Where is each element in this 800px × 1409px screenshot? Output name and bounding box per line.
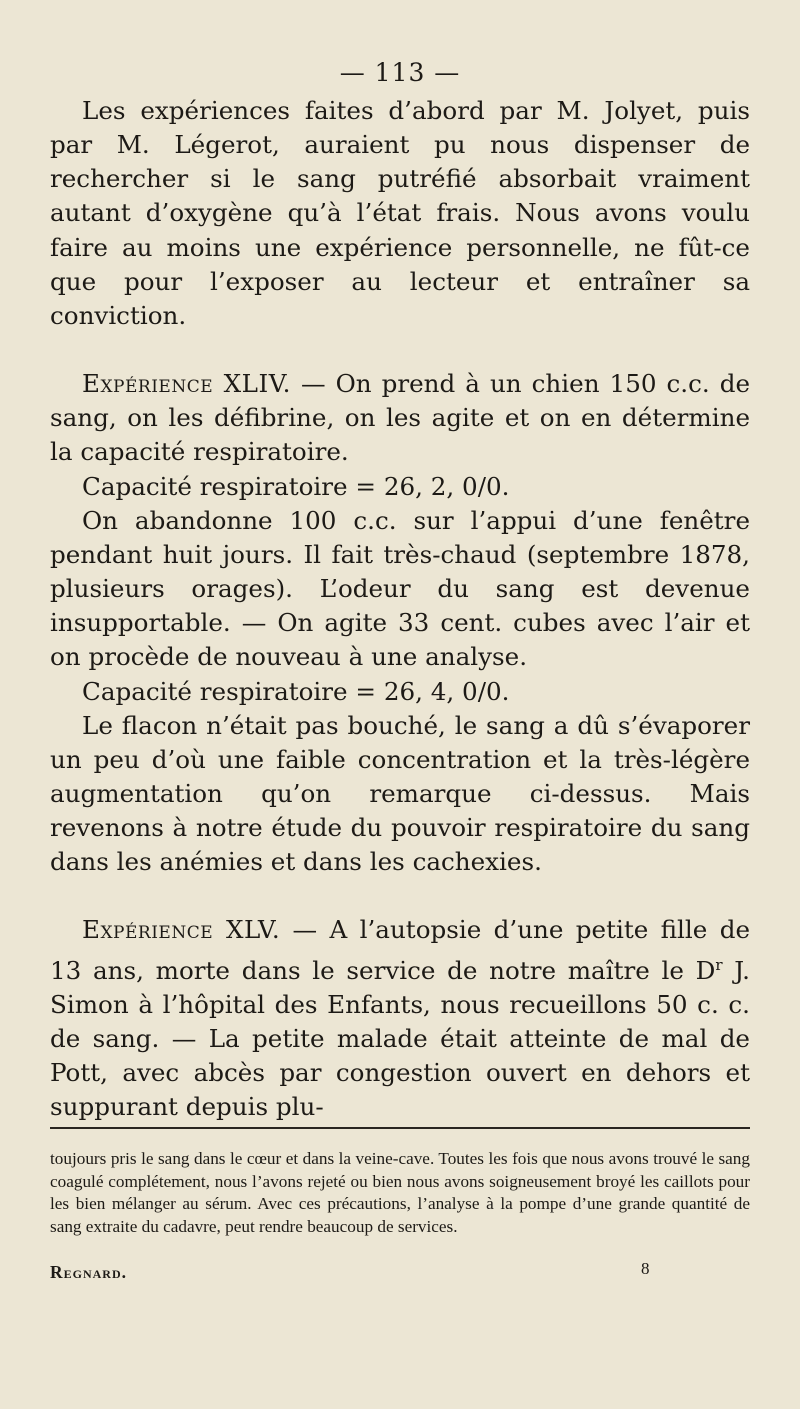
capacity-result-1: Capacité respiratoire = 26, 2, 0/0.	[82, 471, 510, 501]
footnote-text: toujours pris le sang dans le cœur et dans la veine-cave. Toutes les fois que nous avons trouvé le sang coagulé complétement, nous l’avons rejeté ou bien nous avons soigneusement broyé les caillots pour les bien mélanger au sérum. Avec ces précautions, l’analyse à la pompe d’une grande quantité de sang extraite du cadavre, peut rendre beaucoup de services.	[50, 1149, 750, 1236]
paragraph-evaporation: Le flacon n’était pas bouché, le sang a dû s’évaporer un peu d’où une faible concentration et la très-légère augmentation qu’on remarque ci-dessus. Mais revenons à notre étude du pouvoir respiratoire du sang dans les anémies et dans les cachexies.	[50, 710, 750, 877]
experience-45-heading: Expérience XLV.	[82, 915, 281, 945]
experience-45-text-b: J. Simon à l’hôpital des Enfants, nous recueillons 50 c. c. de sang. — La petite malade était atteinte de mal de Pott, avec abcès par congestion ouvert en dehors et suppurant depuis plu-	[50, 955, 750, 1122]
paragraph-intro: Les expériences faites d’abord par M. Jolyet, puis par M. Légerot, auraient pu nous dispenser de rechercher si le sang putréfié absorbait vraiment autant d’oxygène qu’à l’état frais. Nous avons voulu faire au moins une expérience personnelle, ne fût-ce que pour l’exposer au lecteur et entraîner sa conviction.	[50, 96, 750, 330]
experience-44-heading: Expérience XLIV.	[82, 369, 291, 399]
capacity-result-2: Capacité respiratoire = 26, 4, 0/0.	[82, 676, 510, 706]
paragraph-abandonment: On abandonne 100 c.c. sur l’appui d’une fenêtre pendant huit jours. Il fait très-chaud (septembre 1878, plusieurs orages). L’odeur du sang est devenue insupportable. — On agite 33 cent. cubes avec l’air et on procède de nouveau à une analyse.	[50, 505, 750, 672]
signature-author: Regnard.	[50, 1262, 128, 1282]
signature-mark: 8	[641, 1259, 650, 1278]
experience-44-text: — On prend à un chien 150 c.c. de sang, on les défibrine, on les agite et on en détermine la capacité respiratoire.	[50, 369, 750, 467]
footnote-block	[50, 1148, 750, 1238]
page-number: — 113 —	[339, 58, 461, 87]
main-text	[50, 94, 750, 1125]
paragraph-experience-45	[50, 913, 750, 1124]
footnote-divider	[50, 1127, 750, 1129]
doctor-superscript: r	[715, 955, 723, 974]
experience-45-text-a: — A l’autopsie d’une petite fille de 13 ans, morte dans le service de notre maître le D	[50, 915, 750, 985]
paragraph-experience-44	[50, 367, 750, 469]
